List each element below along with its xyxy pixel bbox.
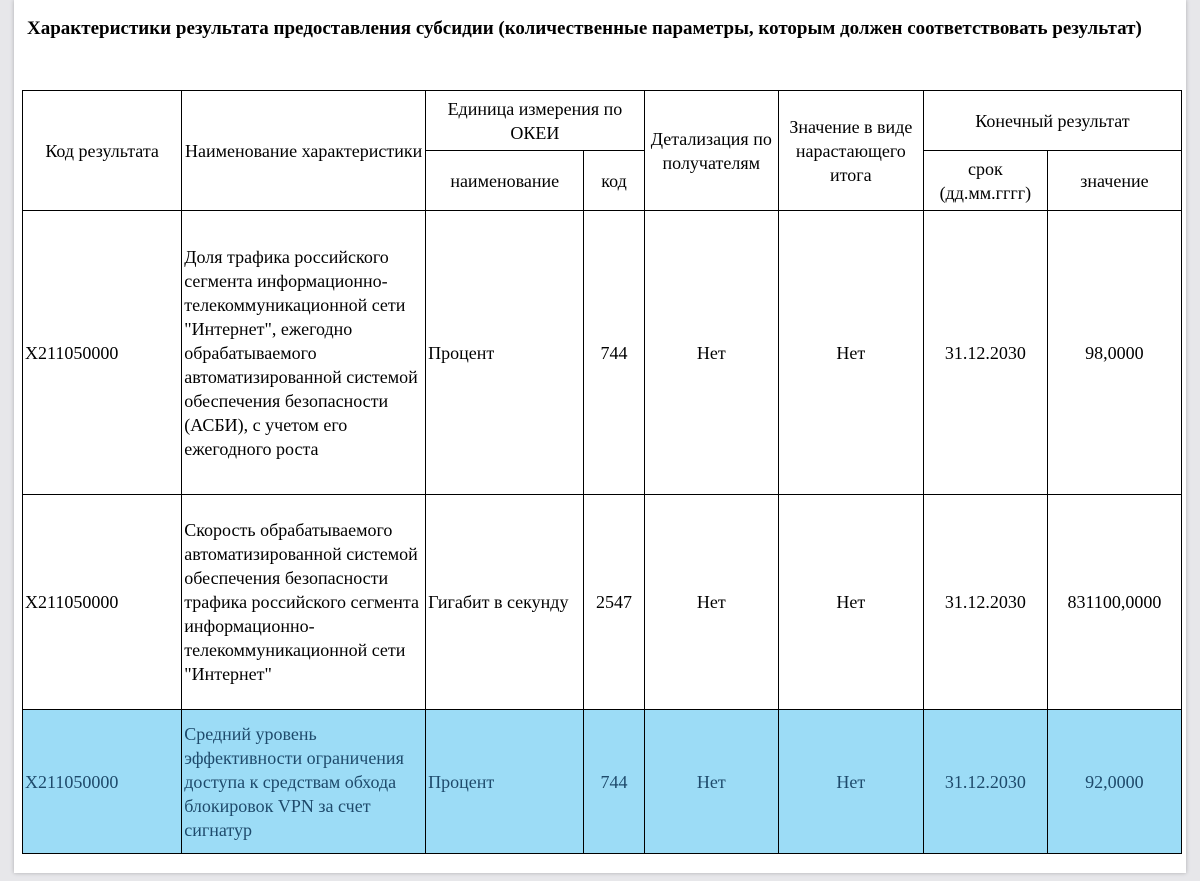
cell-unit-code: 744: [584, 710, 644, 854]
cell-name: Доля трафика российского сегмента информационно-телекоммуникационной сети "Интернет", ежегодно обрабатываемого автоматизированной системой обеспечения безопасности (АСБИ), с учетом его ежегодного роста: [182, 211, 426, 495]
cell-code: Х211050000: [23, 710, 182, 854]
col-header-final-group: Конечный результат: [923, 91, 1181, 151]
table-row-highlighted: [23, 710, 1182, 854]
header-row-top: [23, 91, 1182, 151]
cell-date: 31.12.2030: [923, 211, 1047, 495]
col-header-detail: Детализация по получателям: [644, 91, 778, 211]
cell-unit-name: Гигабит в секунду: [426, 495, 584, 710]
cell-code: Х211050000: [23, 211, 182, 495]
col-header-unit-code: код: [584, 151, 644, 211]
cell-cumulative: Нет: [778, 211, 923, 495]
table-row: [23, 495, 1182, 710]
col-header-cumulative: Значение в виде нарастающего итога: [778, 91, 923, 211]
document-title: Характеристики результата предоставления субсидии (количественные параметры, которым должен соответствовать результат): [27, 18, 1142, 39]
cell-cumulative: Нет: [778, 495, 923, 710]
col-header-final-value: значение: [1047, 151, 1181, 211]
cell-date: 31.12.2030: [923, 710, 1047, 854]
col-header-name: Наименование характеристики: [182, 91, 426, 211]
cell-unit-code: 744: [584, 211, 644, 495]
cell-unit-code: 2547: [584, 495, 644, 710]
cell-name: Скорость обрабатываемого автоматизированной системой обеспечения безопасности трафика российского сегмента информационно-телекоммуникационной сети "Интернет": [182, 495, 426, 710]
cell-unit-name: Процент: [426, 211, 584, 495]
col-header-code: Код результата: [23, 91, 182, 211]
cell-unit-name: Процент: [426, 710, 584, 854]
cell-value: 98,0000: [1047, 211, 1181, 495]
col-header-unit-name: наименование: [426, 151, 584, 211]
table-row: [23, 211, 1182, 495]
cell-cumulative: Нет: [778, 710, 923, 854]
col-header-unit-group: Единица измерения по ОКЕИ: [426, 91, 645, 151]
cell-value: 831100,0000: [1047, 495, 1181, 710]
cell-detail: Нет: [644, 211, 778, 495]
cell-name: Средний уровень эффективности ограничения доступа к средствам обхода блокировок VPN за счет сигнатур: [182, 710, 426, 854]
cell-code: Х211050000: [23, 495, 182, 710]
cell-detail: Нет: [644, 495, 778, 710]
cell-date: 31.12.2030: [923, 495, 1047, 710]
results-table: [22, 90, 1182, 854]
cell-detail: Нет: [644, 710, 778, 854]
col-header-final-date: срок (дд.мм.гггг): [923, 151, 1047, 211]
cell-value: 92,0000: [1047, 710, 1181, 854]
document-page: [14, 0, 1186, 873]
